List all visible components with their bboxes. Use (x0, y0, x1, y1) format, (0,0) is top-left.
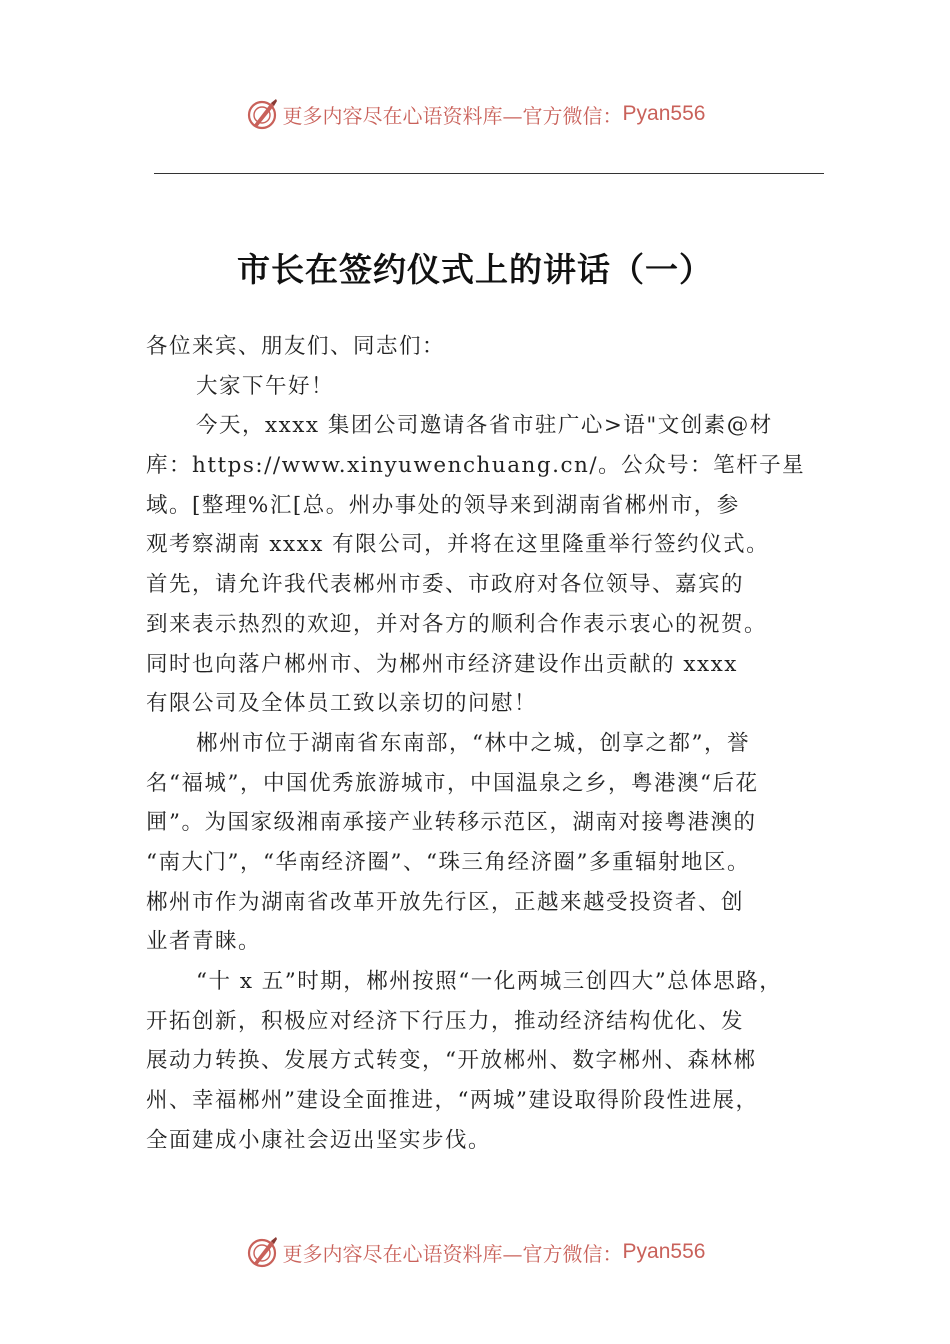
text-line: 郴州市位于湖南省东南部，“林中之城，创享之都”，誉 (196, 730, 750, 756)
header-banner-text: 更多内容尽在心语资料库—官方微信： (282, 103, 623, 128)
footer-banner (0, 1232, 950, 1272)
text-line: 州、幸福郴州”建设全面推进，“两城”建设取得阶段性进展， (146, 1088, 759, 1114)
text-line: 名“福城”，中国优秀旅游城市，中国温泉之乡，粤港澳“后花 (146, 770, 759, 796)
pen-logo-icon (245, 97, 279, 131)
text-line: 展动力转换、发展方式转变，“开放郴州、数字郴州、森林郴 (146, 1048, 757, 1074)
text-line: “南大门”，“华南经济圈”、“珠三角经济圈”多重辐射地区。 (146, 849, 750, 875)
text-line: 㘡”。为国家级湘南承接产业转移示范区，湖南对接粤港澳的 (146, 810, 757, 836)
text-line: 大家下午好！ (196, 373, 335, 399)
pen-logo-icon (245, 1235, 279, 1269)
text-line: 全面建成小康社会迈出坚实步伐。 (146, 1127, 492, 1153)
text-line: 郴州市作为湖南省改革开放先行区，正越来越受投资者、创 (146, 889, 745, 915)
text-line: 观考察湖南 xxxx 有限公司，并将在这里隆重举行签约仪式。 (146, 532, 770, 558)
text-line: 今天，xxxx 集团公司邀请各省市驻广心>语"文创素@材 (196, 413, 773, 439)
text-line: 到来表示热烈的欢迎，并对各方的顺利合作表示衷心的祝贺。 (146, 611, 768, 637)
text-line: 域。[整理%汇[总。州办事处的领导来到湖南省郴州市，参 (146, 492, 740, 518)
document-body (146, 327, 846, 1160)
text-line: 开拓创新，积极应对经济下行压力，推动经济结构优化、发 (146, 1008, 745, 1034)
header-wechat-id: Pyan556 (622, 102, 706, 125)
text-line: 库：https://www.xinyuwenchuang.cn/。公众号：笔杆子星 (146, 453, 806, 479)
text-line: 首先，请允许我代表郴州市委、市政府对各位领导、嘉宾的 (146, 572, 745, 598)
text-line: 各位来宾、朋友们、同志们： (146, 334, 446, 359)
text-line: 业者青睐。 (146, 929, 262, 955)
text-line: 有限公司及全体员工致以亲切的问慰！ (146, 691, 538, 717)
document-title: 市长在签约仪式上的讲话（一） (237, 250, 713, 289)
text-line: “十 x 五”时期，郴州按照“一化两城三创四大”总体思路， (196, 969, 783, 994)
footer-banner-text: 更多内容尽在心语资料库—官方微信： (282, 1241, 623, 1266)
footer-wechat-id: Pyan556 (622, 1240, 706, 1263)
header-banner (0, 94, 950, 134)
text-line: 同时也向落户郴州市、为郴州市经济建设作出贡献的 xxxx (146, 651, 738, 677)
header-divider (154, 173, 824, 174)
